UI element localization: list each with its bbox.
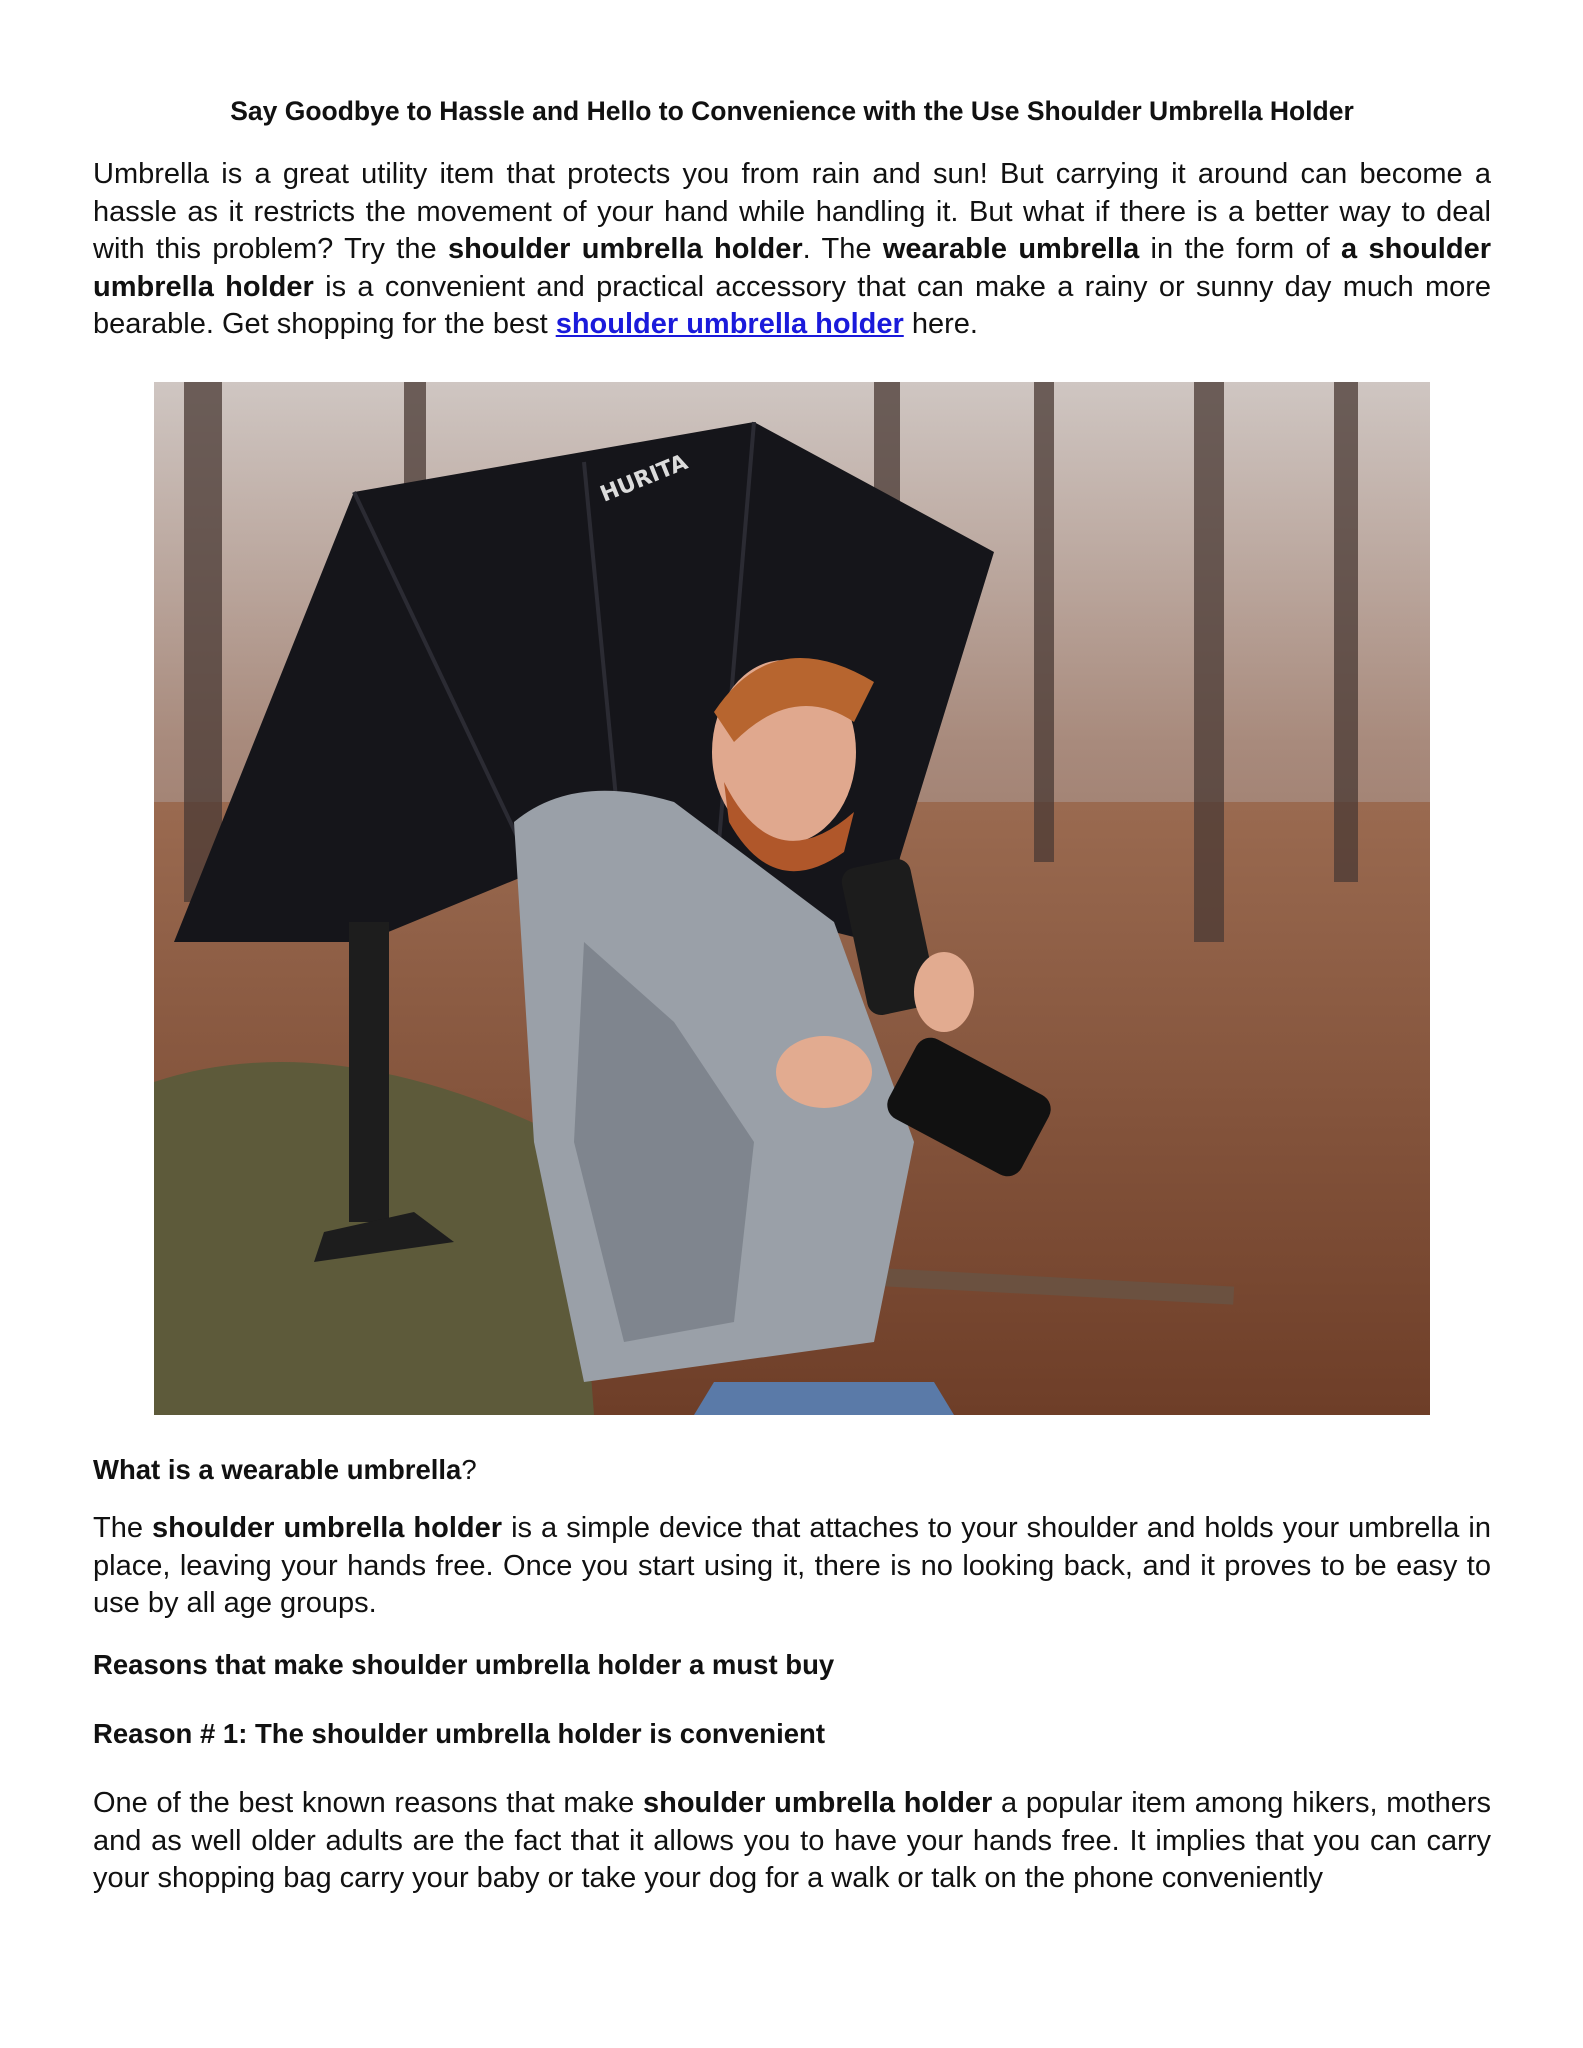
intro-text-3: in the form of [1139, 233, 1342, 265]
section-heading-tail: ? [461, 1454, 477, 1485]
intro-bold-3: a shoulder umbrella holder [93, 233, 1491, 303]
intro-bold-1: shoulder umbrella holder [447, 233, 803, 265]
article-title: Say Goodbye to Hassle and Hello to Convenience with the Use Shoulder Umbrella Holder [230, 96, 1354, 126]
article-photo [154, 382, 1430, 1415]
reason1-text-2: a popular item among hikers, mothers and as well older adults are the fact that it allows you to have your hands free. It implies that you can carry your shopping bag carry your baby or take your dog for a walk or talk on the phone conveniently [93, 1787, 1492, 1894]
section1-bold-1: shoulder umbrella holder [152, 1512, 503, 1544]
intro-paragraph [93, 156, 1491, 344]
reason1-bold-1: shoulder umbrella holder [642, 1787, 993, 1819]
wearable-umbrella-paragraph [93, 1510, 1491, 1623]
section1-text-1: The [93, 1512, 153, 1544]
intro-bold-2: wearable umbrella [882, 233, 1140, 265]
section1-text-2: is a simple device that attaches to your shoulder and holds your umbrella in place, leaving your hands free. Once you start using it, there is no looking back, and it proves to be easy to use by all age groups. [93, 1512, 1491, 1619]
intro-text-4: is a convenient and practical accessory that can make a rainy or sunny day much more bearable. Get shopping for the best [93, 270, 1492, 340]
reason1-text-1: One of the best known reasons that make [93, 1787, 643, 1819]
man-with-umbrella-photo [154, 382, 1430, 1415]
umbrella-brand-text: HURITA [596, 450, 692, 508]
intro-text-5: here. [903, 308, 978, 340]
document-page [93, 92, 1491, 344]
shoulder-umbrella-holder-link[interactable]: shoulder umbrella holder [555, 308, 904, 340]
intro-text-1: Umbrella is a great utility item that protects you from rain and sun! But carrying it around can become a hassle as it restricts the movement of your hand while handling it. But what if there is a better way to deal with this problem? Try the [93, 158, 1491, 265]
reason-1-heading: Reason # 1: The shoulder umbrella holder is convenient [93, 1718, 825, 1749]
section-heading-reasons: Reasons that make shoulder umbrella holder a must buy [93, 1649, 835, 1680]
reason-1-paragraph [93, 1785, 1491, 1898]
section-heading-wearable-umbrella [93, 1452, 1491, 1488]
intro-text-2: . The [802, 233, 883, 265]
section-heading-bold: What is a wearable umbrella [93, 1454, 462, 1485]
